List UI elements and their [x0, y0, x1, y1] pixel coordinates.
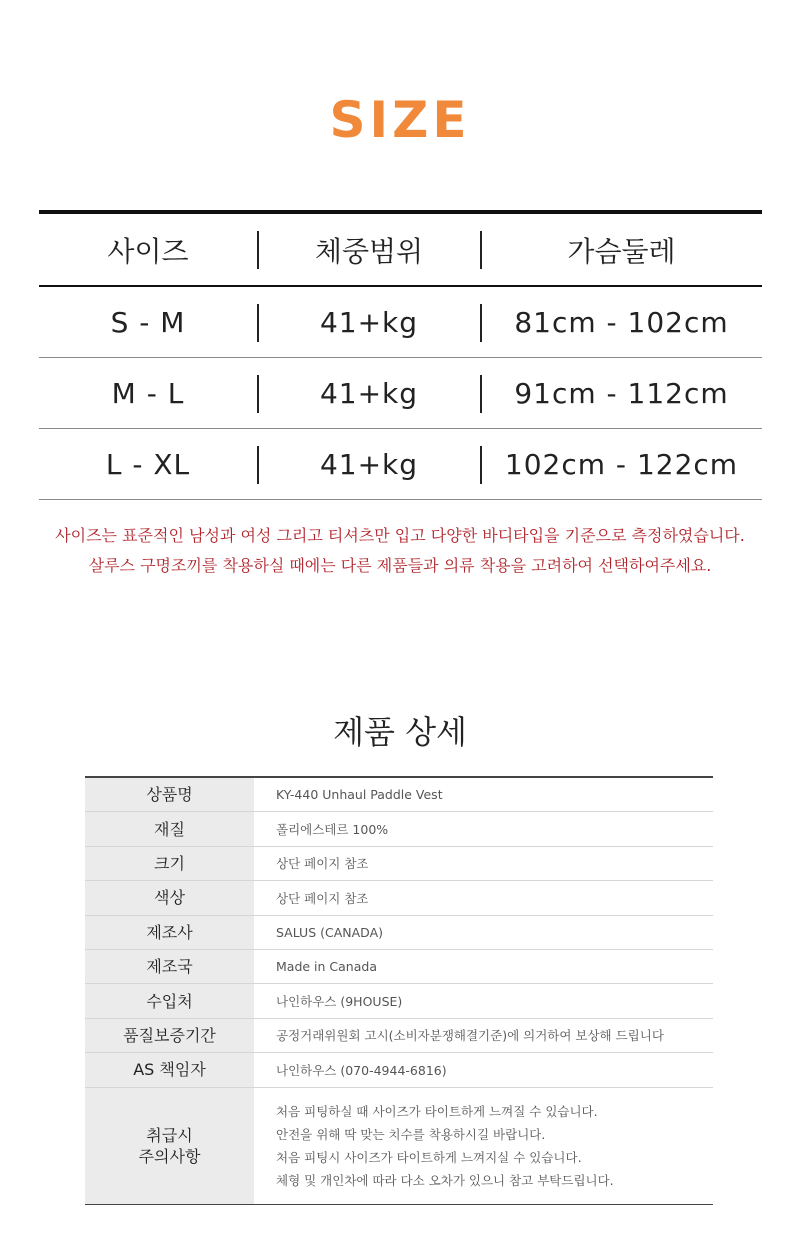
size-note-line-2: 살루스 구명조끼를 착용하실 때에는 다른 제품들과 의류 착용을 고려하여 선택하여주세요.	[88, 556, 712, 575]
size-title: SIZE	[329, 91, 471, 149]
detail-value: 폴리에스테르 100%	[276, 822, 389, 838]
size-row	[39, 287, 762, 358]
weight-value: 41+kg	[319, 305, 419, 339]
detail-row	[85, 778, 713, 812]
detail-value: SALUS (CANADA)	[276, 924, 384, 940]
size-value: M - L	[111, 376, 185, 410]
detail-row	[85, 950, 713, 984]
column-divider	[480, 375, 482, 413]
care-value	[254, 1088, 713, 1204]
detail-label: 크기	[85, 847, 254, 880]
detail-value: 공정거래위원회 고시(소비자분쟁해결기준)에 의거하여 보상해 드립니다	[276, 1028, 664, 1044]
detail-value: 나인하우스 (9HOUSE)	[276, 994, 403, 1010]
detail-label: 제조국	[85, 950, 254, 983]
chest-value: 102cm - 122cm	[504, 447, 739, 481]
care-line: 처음 피팅하실 때 사이즈가 타이트하게 느껴질 수 있습니다.	[276, 1103, 598, 1119]
detail-label: 재질	[85, 812, 254, 845]
care-line: 체형 및 개인차에 따라 다소 오차가 있으니 참고 부탁드립니다.	[276, 1172, 614, 1188]
detail-value: Made in Canada	[276, 959, 377, 975]
header-size: 사이즈	[107, 234, 189, 268]
size-value: S - M	[110, 305, 186, 339]
detail-row	[85, 1019, 713, 1053]
size-row	[39, 358, 762, 429]
header-weight-range: 체중범위	[314, 234, 424, 268]
column-divider	[257, 375, 259, 413]
product-detail-table	[85, 776, 713, 1205]
care-label-line-1: 취급시	[146, 1125, 193, 1145]
detail-value: 상단 페이지 참조	[276, 856, 369, 872]
weight-value: 41+kg	[319, 447, 419, 481]
detail-row	[85, 847, 713, 881]
detail-row	[85, 984, 713, 1018]
detail-label: AS 책임자	[85, 1053, 254, 1086]
column-divider	[480, 304, 482, 342]
care-line: 처음 피팅시 사이즈가 타이트하게 느껴지실 수 있습니다.	[276, 1149, 582, 1165]
detail-value: KY-440 Unhaul Paddle Vest	[276, 787, 443, 803]
detail-value: 상단 페이지 참조	[276, 890, 369, 906]
weight-value: 41+kg	[319, 376, 419, 410]
detail-row	[85, 881, 713, 915]
detail-row	[85, 916, 713, 950]
size-table	[39, 210, 762, 500]
column-divider	[257, 446, 259, 484]
detail-label: 색상	[85, 881, 254, 914]
column-divider	[257, 231, 259, 269]
detail-title: 제품 상세	[333, 713, 467, 751]
detail-label: 상품명	[85, 778, 254, 811]
chest-value: 91cm - 112cm	[514, 376, 729, 410]
size-note-line-1: 사이즈는 표준적인 남성과 여성 그리고 티셔츠만 입고 다양한 바디타입을 기준으로 측정하였습니다.	[55, 526, 745, 545]
size-row	[39, 429, 762, 500]
detail-row	[85, 812, 713, 846]
column-divider	[480, 446, 482, 484]
header-chest: 가슴둘레	[567, 234, 676, 268]
care-label	[85, 1088, 254, 1204]
column-divider	[257, 304, 259, 342]
care-line: 안전을 위해 딱 맞는 치수를 착용하시길 바랍니다.	[276, 1126, 546, 1142]
detail-label: 수입처	[85, 984, 254, 1017]
chest-value: 81cm - 102cm	[514, 305, 729, 339]
detail-row	[85, 1053, 713, 1087]
detail-label: 품질보증기간	[85, 1019, 254, 1052]
column-divider	[480, 231, 482, 269]
care-row	[85, 1088, 713, 1204]
size-value: L - XL	[105, 447, 191, 481]
size-table-header	[39, 214, 762, 287]
care-label-line-2: 주의사항	[138, 1146, 201, 1166]
detail-value: 나인하우스 (070-4944-6816)	[276, 1062, 447, 1078]
detail-label: 제조사	[85, 916, 254, 949]
